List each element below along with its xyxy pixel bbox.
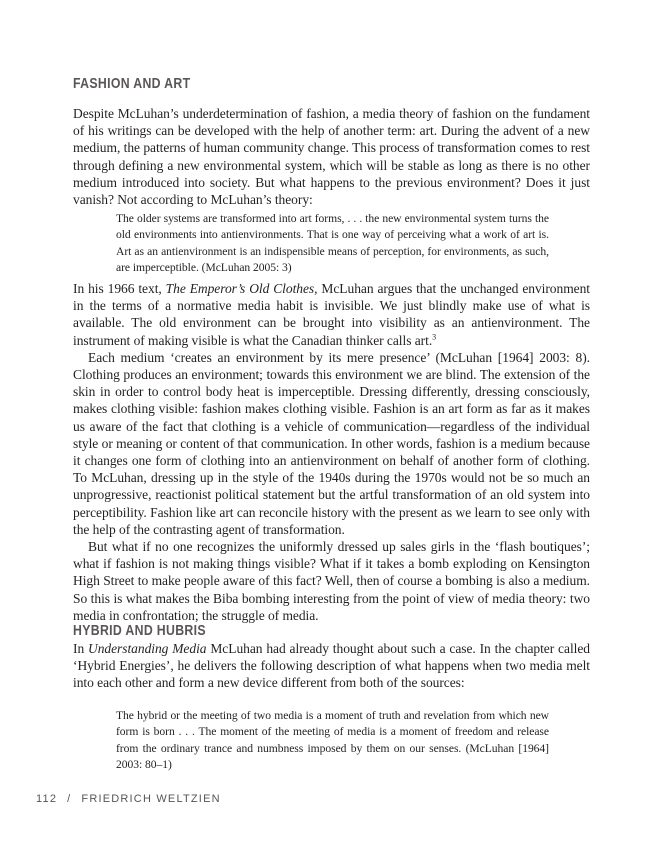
block-quote: The hybrid or the meeting of two media is a moment of truth and revelation from which new form is born . . . The moment of the meeting of media is a moment of freedom and release from the ordinary trance and numbness imposed by them on our senses. (McLuhan [1964] 2003: 80–1)	[116, 709, 549, 772]
footer-separator: /	[67, 793, 72, 805]
paragraph	[73, 640, 590, 692]
section-heading-hybrid-and-hubris: HYBRID AND HUBRIS	[73, 622, 206, 639]
paragraph	[73, 280, 590, 349]
block-quote: The older systems are transformed into art forms, . . . the new environmental system turns the old environments into antienvironments. That is one way of perceiving what a work of art is. Art as an antienvironment is an indispensible means of perception, for environments, as such, are imperceptible. (McLuhan 2005: 3)	[116, 212, 549, 275]
text-block	[73, 280, 590, 624]
paragraph	[73, 105, 590, 208]
section-heading-fashion-and-art: FASHION AND ART	[73, 75, 191, 92]
running-author: FRIEDRICH WELTZIEN	[81, 793, 221, 805]
paragraph: Each medium ‘creates an environment by its mere presence’ (McLuhan [1964] 2003: 8). Clothing produces an environment; towards this environment we are blind. The extension of the skin in order to control body heat is imperceptible. Dressing differently, dressing consciously, makes clothing visible: fashion makes clothing visible. Fashion is an art form as far as it makes us aware of the fact that clothing is a vehicle of communication—regardless of the individual style or meaning or content of that communication. In other words, fashion is a medium because it changes one form of clothing into an antienvironment on behalf of another form of clothing. To McLuhan, dressing up in the style of the 1940s during the 1970s would not be so much an unprogressive, reactionist political statement but the artful transformation of an old system into perceptibility. Fashion like art can reconcile history with the present as we learn to see only with the help of the contrasting agent of transformation.	[73, 349, 590, 537]
paragraph: But what if no one recognizes the uniformly dressed up sales girls in the ‘flash boutiques’; what if fashion is not making things visible? What if it takes a bomb exploding on Kensington High Street to make people aware of this fact? Well, then of course a bombing is also a medium. So this is what makes the Biba bombing interesting from the point of view of media theory: two media in confrontation; the struggle of media.	[73, 539, 590, 623]
book-title: Understanding Media	[88, 641, 207, 656]
page-number: 112	[36, 793, 58, 805]
paragraph-text: McLuhan had already thought about such a case. In the chapter called ‘Hybrid Energies’, he delivers the following description of what happens when two media melt into each other and form a new device different from both of the sources:	[73, 641, 590, 691]
paragraph-text: In	[73, 641, 89, 656]
paragraph-text: In his 1966 text,	[73, 281, 166, 296]
page-footer	[36, 793, 221, 805]
paragraph-text: McLuhan argues that the unchanged environment in the terms of a normative media habit is invisible. We just blindly make use of what is available. The old environment can be brought into visibility as an antienvironment. The instrument of making visible is what the Canadian thinker calls art.	[73, 281, 590, 348]
book-title: The Emperor’s Old Clothes,	[165, 281, 318, 296]
footnote-marker: 3	[432, 332, 437, 342]
paragraph-text: Despite McLuhan’s underdetermination of fashion, a media theory of fashion on the fundament of his writings can be developed with the help of another term: art. During the advent of a new medium, the patterns of human community change. This process of transformation comes to rest through defining a new environmental system, which will be stable as long as there is no other medium introduced into society. But what happens to the previous environment? Does it just vanish? Not according to McLuhan’s theory:	[73, 106, 590, 208]
